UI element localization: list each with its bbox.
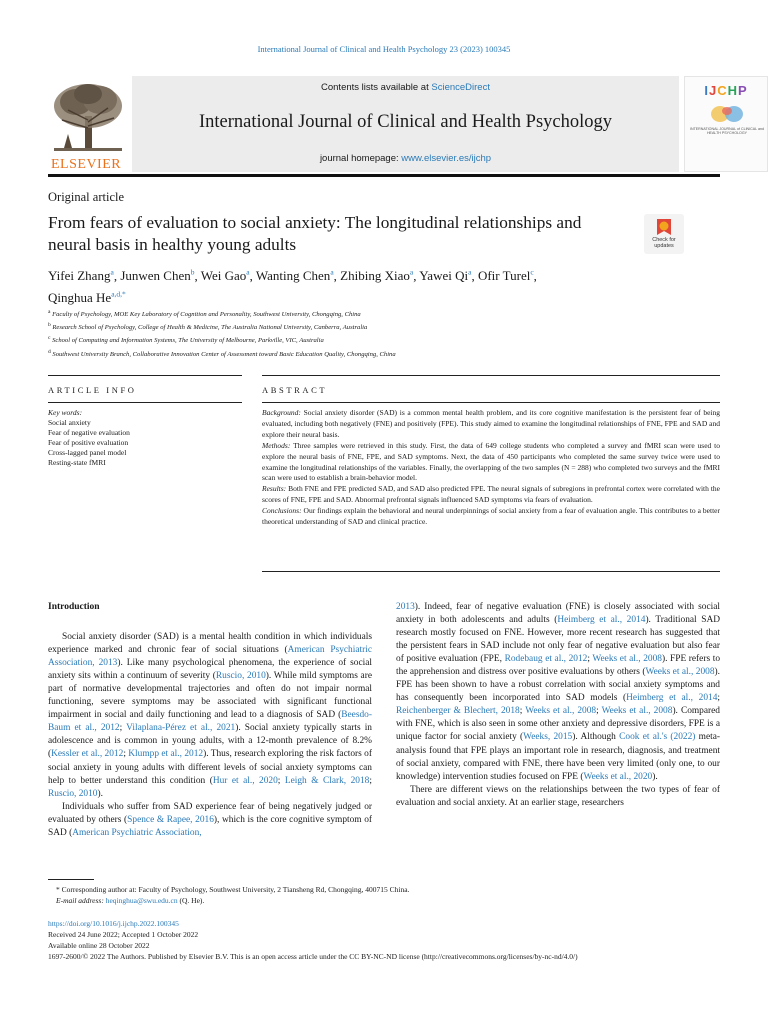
article-info-top-rule — [48, 375, 242, 376]
abstract-results: Results: Both FNE and FPE predicted SAD, and SAD also predicted FPE. The neural signals of subregions in prefrontal cortex were correlated with the scores of FNE, FPE and SAD. Abnormal prefrontal signals influenced SAD symptoms via fears of evaluation. — [262, 484, 720, 505]
body-text: ). Thus, research exploring the risk factors of social anxiety in young adults with different levels of social anxiety symptoms can help to better understand this condition ( — [48, 749, 372, 786]
body-text: Individuals who suffer from SAD experience fear of being negatively judged or evaluated by others ( — [48, 801, 372, 825]
body-text: ). — [652, 771, 658, 782]
elsevier-tree-logo — [48, 80, 128, 170]
body-left-column — [48, 601, 372, 840]
license-statement: 1697-2600/© 2022 The Authors. Published by Elsevier B.V. This is an open access article under the CC BY-NC-ND license (http://creativecommons.org/licenses/by-nc-nd/4.0/) — [48, 952, 578, 961]
author[interactable]: Wei Gao$^a$ — [200, 268, 250, 284]
citation-link[interactable]: Spence & Rapee, 2016 — [127, 814, 214, 825]
body-text: ). Like many psychological phenomena, the experience of social anxiety sits within a continuum of severity ( — [48, 658, 372, 682]
cover-title: IJCHP — [704, 83, 748, 98]
corresponding-author: * Corresponding author at: Faculty of Psychology, Southwest University, 2 Tiansheng Rd, Chongqing, 400715 China. — [56, 885, 410, 894]
body-right-column — [396, 601, 720, 810]
body-text: ). FPE has been shown to have a robust correlation with social anxiety symptoms and has consequently been incorporated into SAD models ( — [396, 667, 720, 704]
body-text: meta-analysis found that FPE plays an important role in research, diagnosis, and treatment of social anxiety, compared with FNE, there have been very limited (only one, to our knowledge) intervention studies focused on FPE ( — [396, 732, 720, 782]
citation-link[interactable]: Weeks et al., 2008 — [525, 706, 597, 717]
journal-header — [48, 76, 765, 176]
received-dates: Received 24 June 2022; Accepted 1 October 2022 — [48, 930, 199, 939]
keyword: Cross-lagged panel model — [48, 448, 127, 457]
citation-link[interactable]: 2013 — [396, 602, 415, 612]
brain-icon — [709, 103, 745, 125]
citation-link[interactable]: American Psychiatric Association, — [72, 827, 202, 838]
author[interactable]: Yawei Qi$^a$ — [419, 268, 472, 284]
body-paragraph — [396, 784, 720, 810]
abstract-methods: Methods: Three samples were retrieved in this study. First, the data of 649 college students who completed a survey and fMRI scan were used to explore the neural basis of FNE, FPE, and SAD symptoms. Next, the data of 450 participants who completed the same survey twice were used to examine the longitudinal relationships of the variables. Finally, the overlapping of the two samples (N = 288) who completed two surveys and the fMRI scan were used to establish a brain-behavior model. — [262, 440, 720, 483]
check-for-updates-label[interactable]: Check for updates — [652, 237, 676, 249]
body-text: ; — [587, 654, 593, 665]
publication-info — [48, 918, 720, 962]
citation-link[interactable]: Weeks et al., 2008 — [601, 706, 673, 717]
keywords-label: Key words: — [48, 408, 83, 417]
publisher-name: ELSEVIER — [51, 157, 122, 172]
author[interactable]: Qinghua $He^{a,d,*}$ — [48, 289, 126, 305]
citation-link[interactable]: Weeks et al., 2020 — [583, 771, 653, 782]
citation-link[interactable]: Kessler et al., 2012 — [51, 749, 124, 760]
body-text: ), which is the core cognitive symptom of SAD ( — [48, 814, 373, 838]
body-paragraph — [396, 601, 720, 784]
citation-link[interactable]: Leigh & Clark, 2018 — [284, 775, 370, 786]
cover-subtitle: INTERNATIONAL JOURNAL of CLINICAL and HEALTH PSYCHOLOGY — [689, 127, 765, 136]
abstract-heading: ABSTRACT — [262, 385, 328, 395]
citation-link[interactable]: Vilaplana-Pérez et al., 2021 — [126, 723, 236, 734]
affiliation: $^c$ School of Computing and Information Systems, The University of Melbourne, Parkville, VIC, Australia — [48, 335, 324, 345]
body-text: ; — [119, 723, 127, 734]
citation-link[interactable]: Ruscio, 2010 — [215, 671, 266, 682]
footnote-rule — [48, 879, 94, 880]
affiliation: $^a$ Faculty of Psychology, MOE Key Laboratory of Cognition and Personality, Southwest University, Chongqing, China — [48, 309, 361, 319]
abstract-mid-rule — [262, 402, 720, 403]
citation-link[interactable]: Cook et al.'s (2022) — [619, 732, 696, 743]
affiliation: $^d$ Southwest University Branch, Collaborative Innovation Center of Assessment toward Basic Education Quality, Chongqing, China — [48, 348, 396, 358]
citation-link[interactable]: Weeks, 2015 — [523, 732, 573, 743]
abstract-top-rule — [262, 375, 720, 376]
author-list: Yifei Zhang$^a$, Junwen Chen$^b$, Wei Gao$^a$, Wanting Chen$^a$, Zhibing Xiao$^a$, Yawei Qi$^a$, Ofir Turel$^c$, Qinghua $He^{a,d,*}$ — [48, 268, 537, 305]
body-text: Social anxiety disorder (SAD) is a mental health condition in which individuals experience marked and chronic fear of social situations ( — [48, 632, 372, 656]
citation-link[interactable]: Beesdo-Baum et al., 2012 — [48, 710, 372, 734]
citation-link[interactable]: Reichenberger & Blechert, 2018 — [396, 706, 520, 717]
journal-info-panel — [132, 76, 679, 172]
body-paragraph — [48, 801, 372, 840]
keyword: Resting-state fMRI — [48, 458, 106, 467]
keyword: Fear of positive evaluation — [48, 438, 129, 447]
article-info-heading: ARTICLE INFO — [48, 385, 137, 395]
citation-link[interactable]: Ruscio, 2010 — [48, 788, 98, 799]
body-paragraph — [48, 631, 372, 801]
article-info-mid-rule — [48, 402, 242, 403]
citation-link[interactable]: American Psychiatric Association, 2013 — [48, 645, 372, 669]
keyword: Social anxiety — [48, 418, 91, 427]
body-text: ; — [123, 749, 129, 760]
journal-title: International Journal of Clinical and Health Psychology — [198, 112, 613, 132]
affiliation: $^b$ Research School of Psychology, College of Health & Medicine, The Australia National University, Canberra, Australia — [48, 322, 368, 332]
author[interactable]: Zhibing Xiao$^a$ — [340, 268, 414, 284]
citation-link[interactable]: Klumpp et al., 2012 — [128, 749, 204, 760]
article-type: Original article — [48, 190, 125, 204]
body-text: ; — [717, 693, 720, 704]
citation-link[interactable]: Heimberg et al., 2014 — [557, 615, 646, 626]
available-online: Available online 28 October 2022 — [48, 941, 150, 950]
homepage-link[interactable]: www.elsevier.es/ijchp — [401, 153, 492, 164]
corresponding-footnote — [48, 884, 718, 906]
body-text: ). Indeed, fear of negative evaluation (FNE) is closely associated with social anxiety in both adolescents and adults ( — [396, 602, 720, 626]
citation-link[interactable]: Hur et al., 2020 — [212, 775, 278, 786]
header-rule — [48, 174, 720, 177]
journal-cover[interactable] — [684, 76, 768, 172]
body-text: ). Social anxiety typically starts in adolescence and is common in young adults, with a 12-month prevalence of 8.2% ( — [48, 723, 372, 760]
abstract-background: Background: Social anxiety disorder (SAD) is a common mental health problem, and its core cognitive manifestation is the persistent fear of being evaluated, including both negatively (FNE) and positively (FPE). This study aimed to examine the longitudinal relationships of FNE, FPE and SAD and explore their neural basis. — [262, 408, 720, 439]
citation-link[interactable]: Weeks et al., 2008 — [592, 654, 662, 665]
keywords-list — [48, 408, 228, 468]
body-text: ). Traditional SAD research mostly focused on FNE. However, more recent research has suggested that the persistent fears in SAD include not only fear of negative evaluation but also fear of positive evaluation (FPE, — [396, 615, 720, 665]
body-text: ). Although — [572, 732, 620, 743]
citation-link[interactable]: Heimberg et al., 2014 — [626, 693, 718, 704]
doi-link[interactable]: https://doi.org/10.1016/j.ijchp.2022.100345 — [48, 919, 179, 928]
body-text: ). FPE refers to the apprehension and distress over positive evaluations by others ( — [396, 654, 721, 678]
sciencedirect-link[interactable]: ScienceDirect — [431, 82, 490, 93]
body-text: There are different views on the relationships between the two types of fear of evaluation and social anxiety. At an earlier stage, researchers — [396, 784, 720, 808]
email-link[interactable]: heqinghua@swu.edu.cn — [105, 896, 178, 905]
affiliations — [48, 307, 728, 360]
body-text: ). Compared with FNE, which is also seen in some other anxiety and depressive disorders, FPE is a unique factor for social anxiety ( — [396, 706, 720, 743]
keyword: Fear of negative evaluation — [48, 428, 130, 437]
paper-title: From fears of evaluation to social anxiety: The longitudinal relationships and neural basis in healthy young adults — [48, 213, 582, 254]
abstract-bottom-rule — [262, 571, 720, 572]
body-text: ). While mild symptoms are part of normative developmental trajectories and often do not impair normal functioning, severe symptoms may be associated with significant functional impairment in social and daily functioning and lead to a diagnosis of SAD ( — [48, 671, 372, 721]
tree-icon — [48, 80, 128, 156]
author[interactable]: Wanting Chen$^a$ — [255, 268, 334, 284]
journal-reference[interactable]: International Journal of Clinical and Health Psychology 23 (2023) 100345 — [257, 44, 511, 54]
author[interactable]: Junwen Chen$^b$ — [120, 268, 195, 284]
citation-link[interactable]: Rodebaug et al., 2012 — [504, 654, 588, 665]
body-text: ; — [369, 775, 372, 786]
author[interactable]: Ofir Turel$^c$ — [477, 268, 534, 284]
contents-line: Contents lists available at ScienceDirect — [321, 82, 490, 93]
citation-link[interactable]: Weeks et al., 2008 — [645, 667, 715, 678]
body-text: ). — [97, 788, 103, 799]
homepage-line: journal homepage: www.elsevier.es/ijchp — [319, 153, 492, 164]
body-text: ; — [596, 706, 602, 717]
email-line: E-mail address: heqinghua@swu.edu.cn (Q. He). — [56, 896, 205, 905]
abstract-conclusions: Conclusions: Our findings explain the behavioral and neural underpinnings of social anxiety from a fear of evaluation angle. This contributes to a better theoretical understanding of SAD and clinical practice. — [262, 506, 720, 527]
body-text: ; — [277, 775, 285, 786]
abstract-body — [262, 408, 720, 528]
introduction-heading: Introduction — [48, 602, 100, 612]
author[interactable]: Yifei Zhang$^a$ — [48, 268, 114, 284]
body-text: ; — [519, 706, 526, 717]
